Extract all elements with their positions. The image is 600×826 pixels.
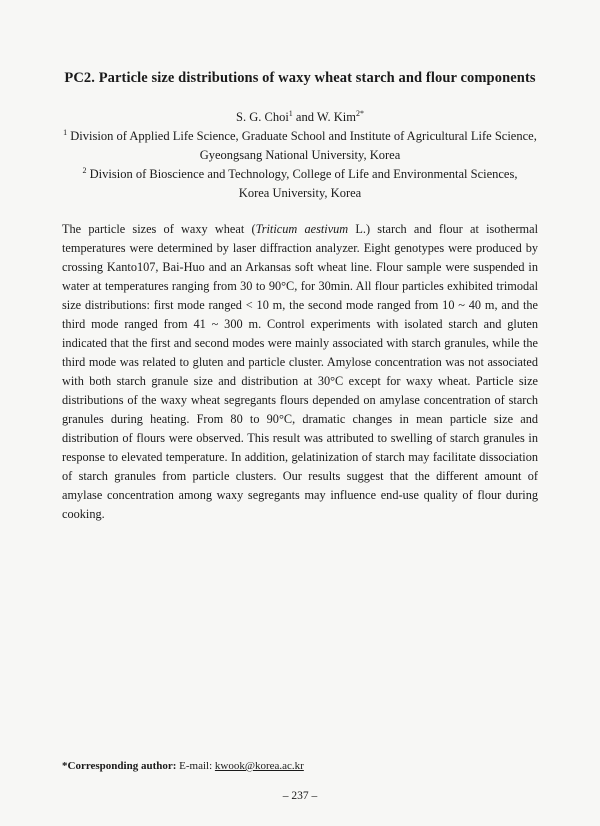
affiliation-1 xyxy=(0,127,600,164)
affiliation-mark: 1 xyxy=(63,128,68,137)
affiliation-line: Gyeongsang National University, Korea xyxy=(199,147,401,162)
affiliation-line: Division of Bioscience and Technology, College of Life and Environmental Sciences, xyxy=(89,167,518,181)
email-link[interactable]: kwook@korea.ac.kr xyxy=(214,760,304,772)
affiliation-mark: 2 xyxy=(82,166,87,175)
affiliation-line: Korea University, Korea xyxy=(238,185,362,200)
author-line xyxy=(0,110,600,125)
corresponding-author xyxy=(62,760,304,772)
author-conjunction: and xyxy=(292,110,317,124)
species-name: Triticum aestivum xyxy=(255,222,349,236)
author-name: W. Kim xyxy=(316,110,356,124)
page-number: – 237 – xyxy=(282,790,318,802)
corresponding-label: *Corresponding author: xyxy=(62,760,177,772)
affiliation-line: Division of Applied Life Science, Graduate School and Institute of Agricultural Life Science, xyxy=(70,129,537,143)
email-label: E-mail: xyxy=(176,760,215,772)
abstract-part: L.) starch and flour at isothermal temperatures were determined by laser diffraction analyzer. Eight genotypes were produced by crossing Kanto107, Bai-Huo and an Arkansas soft wheat line. Flour sample were suspended in water at temperatures ranging from 30 to 90°C, for 30min. All flour particles exhibited trimodal size distributions: first mode ranged < 10 m, the second mode ranged from 10 ~ 40 m, and the third mode ranged from 41 ~ 300 m. Control experiments with isolated starch and gluten indicated that the first and second modes were mainly associated with starch granules, while the third mode was related to gluten and particle cluster. Amylose concentration was not associated with both starch granule size and distribution at 30°C except for waxy wheat. Particle size distributions of the waxy wheat segregants flours depended on amylase concentration of starch granules during heating. From 80 to 90°C, dramatic changes in mean particle size and distribution of flours were observed. This result was attributed to swelling of starch granules in response to elevated temperature. In addition, gelatinization of starch may facilitate dissociation of starch granules from particle clusters. Our results suggest that the different amount of amylase concentration among waxy segregants may influence end-use quality of flour during cooking. xyxy=(62,222,539,521)
paper-title: PC2. Particle size distributions of waxy wheat starch and flour components xyxy=(64,70,536,86)
author-affiliation-mark: 2* xyxy=(356,109,364,118)
author-affiliation-mark: 1 xyxy=(288,109,293,118)
abstract-part: The particle sizes of waxy wheat ( xyxy=(62,222,256,236)
affiliation-2 xyxy=(0,165,600,202)
author-name: S. G. Choi xyxy=(236,110,289,124)
abstract-text xyxy=(62,220,538,524)
